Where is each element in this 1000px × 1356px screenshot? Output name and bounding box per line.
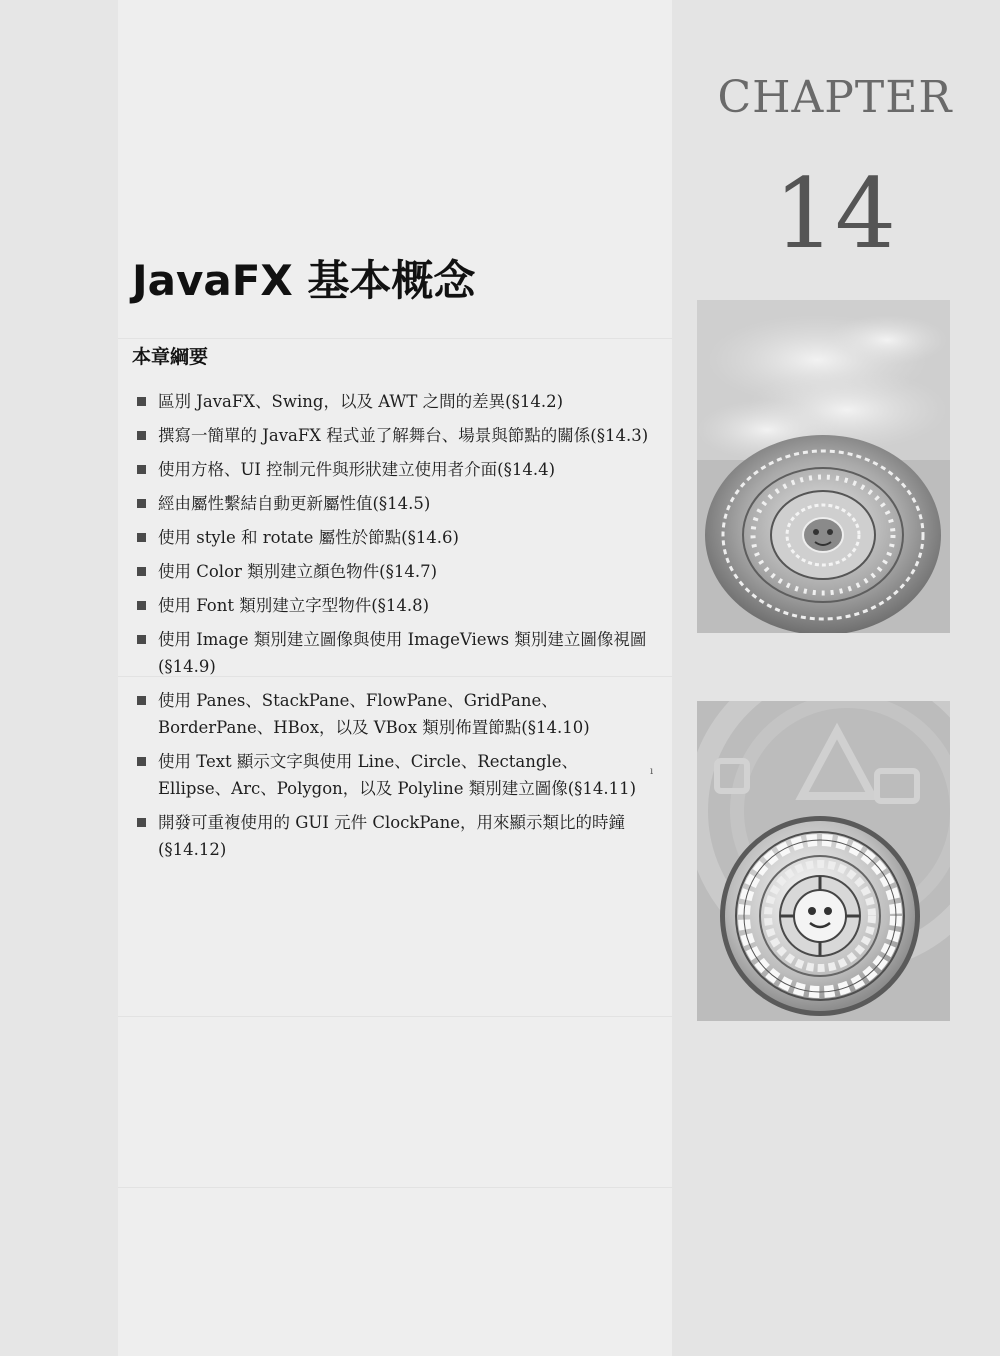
- left-margin: [0, 0, 118, 1356]
- list-item-text: 使用 Font 類別建立字型物件(§14.8): [158, 596, 430, 615]
- square-bullet-icon: [137, 465, 146, 474]
- square-bullet-icon: [137, 818, 146, 827]
- square-bullet-icon: [137, 757, 146, 766]
- section-heading: 本章綱要: [132, 346, 209, 368]
- aztec-calendar-medallion-image: [697, 701, 950, 1021]
- divider: [118, 338, 672, 339]
- list-item: [136, 809, 651, 863]
- list-item-text: 使用 style 和 rotate 屬性於節點(§14.6): [158, 528, 459, 547]
- smoke-over-aztec-calendar-image: [697, 300, 950, 633]
- list-item: [136, 490, 651, 517]
- list-item-text: 使用 Panes、StackPane、FlowPane、GridPane、BorderPane、HBox，以及 VBox 類別佈置節點(§14.10): [158, 691, 590, 737]
- list-item: [136, 422, 651, 449]
- divider: [118, 1187, 672, 1188]
- list-item: [136, 687, 651, 741]
- page-title: JavaFX 基本概念: [132, 256, 476, 305]
- list-item-text: 區別 JavaFX、Swing，以及 AWT 之間的差異(§14.2): [158, 392, 564, 411]
- chapter-number: 14: [773, 158, 897, 270]
- list-item-text: 使用 Image 類別建立圖像與使用 ImageViews 類別建立圖像視圖(§14.9): [158, 630, 647, 676]
- list-item-text: 使用 Text 顯示文字與使用 Line、Circle、Rectangle、Ellipse、Arc、Polygon，以及 Polyline 類別建立圖像(§14.11): [158, 752, 637, 798]
- square-bullet-icon: [137, 499, 146, 508]
- chapter-label: CHAPTER: [717, 72, 953, 123]
- list-item: [136, 388, 651, 415]
- divider: [118, 1016, 672, 1017]
- objectives-list: [136, 388, 654, 870]
- list-item: [136, 592, 651, 619]
- list-item-text: 經由屬性繫結自動更新屬性值(§14.5): [158, 494, 431, 513]
- square-bullet-icon: [137, 601, 146, 610]
- list-item-text: 開發可重複使用的 GUI 元件 ClockPane，用來顯示類比的時鐘(§14.12): [158, 813, 626, 859]
- square-bullet-icon: [137, 635, 146, 644]
- list-item: [136, 558, 651, 585]
- list-item-text: 使用 Color 類別建立顏色物件(§14.7): [158, 562, 438, 581]
- list-item: [136, 456, 651, 483]
- square-bullet-icon: [137, 397, 146, 406]
- list-item-text: 使用方格、UI 控制元件與形狀建立使用者介面(§14.4): [158, 460, 556, 479]
- list-item: [136, 524, 651, 551]
- stray-mark: ı: [650, 766, 654, 777]
- square-bullet-icon: [137, 533, 146, 542]
- square-bullet-icon: [137, 431, 146, 440]
- list-item: [136, 626, 651, 680]
- square-bullet-icon: [137, 567, 146, 576]
- list-item-text: 撰寫一簡單的 JavaFX 程式並了解舞台、場景與節點的關係(§14.3): [158, 426, 649, 445]
- square-bullet-icon: [137, 696, 146, 705]
- list-item: [136, 748, 654, 802]
